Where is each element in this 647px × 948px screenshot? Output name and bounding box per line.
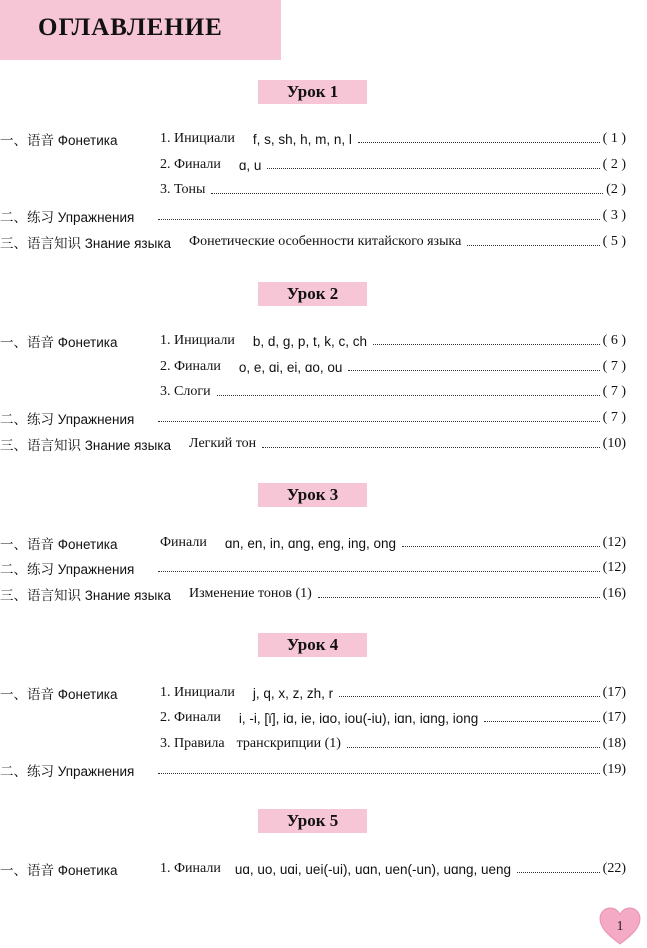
dot-leader	[217, 395, 600, 396]
section-label: 二、练习 Упражнения	[0, 210, 135, 225]
dot-leader	[402, 546, 600, 547]
toc-row[interactable]	[0, 232, 626, 252]
subsection-label: 1. Инициали	[160, 685, 235, 700]
section-label: 二、练习 Упражнения	[0, 412, 135, 427]
section-label: 一、语音 Фонетика	[0, 133, 118, 148]
toc-row[interactable]	[0, 708, 626, 728]
dot-leader	[484, 721, 599, 722]
subsection-label: 3. Слоги	[160, 384, 211, 399]
page-ref: ( 5 )	[602, 234, 626, 249]
section-label: 一、语音 Фонетика	[0, 863, 118, 878]
subsection-label: 2. Финали	[160, 157, 221, 172]
dot-leader	[517, 872, 600, 873]
dot-leader	[211, 193, 603, 194]
entry-detail: ɑn, en, in, ɑng, eng, ing, ong	[224, 535, 397, 551]
lesson-heading-1: Урок 1	[258, 80, 367, 104]
section-label: 一、语音 Фонетика	[0, 687, 118, 702]
toc-row[interactable]	[0, 584, 626, 604]
section-label: 三、语言知识 Знание языка	[0, 588, 172, 603]
page-ref: ( 6 )	[602, 333, 626, 348]
dot-leader	[467, 245, 599, 246]
entry-detail: b, d, g, p, t, k, c, ch	[252, 333, 367, 349]
toc-row[interactable]	[0, 859, 626, 879]
page-ref: (12)	[602, 535, 626, 550]
page-ref: (17)	[602, 685, 626, 700]
section-label: 三、语言知识 Знание языка	[0, 438, 172, 453]
page-title: ОГЛАВЛЕНИЕ	[38, 14, 223, 41]
page-ref: (17)	[602, 710, 626, 725]
section-label: 二、练习 Упражнения	[0, 562, 135, 577]
toc-row[interactable]	[0, 180, 626, 200]
subsection-label: 2. Финали	[160, 359, 221, 374]
toc-row[interactable]	[0, 408, 626, 428]
dot-leader	[373, 344, 600, 345]
toc-row[interactable]	[0, 760, 626, 780]
page-ref: ( 7 )	[602, 384, 626, 399]
toc-row[interactable]	[0, 558, 626, 578]
lesson-heading-3: Урок 3	[258, 483, 367, 507]
page-ref: (12)	[602, 560, 626, 575]
dot-leader	[348, 370, 599, 371]
page-ref: (22)	[602, 861, 626, 876]
section-label: 一、语音 Фонетика	[0, 537, 118, 552]
dot-leader	[158, 219, 599, 220]
toc-row[interactable]	[0, 331, 626, 351]
page-ref: ( 3 )	[602, 208, 626, 223]
page-ref: ( 7 )	[602, 359, 626, 374]
subsection-label: 3. Тоны	[160, 182, 206, 197]
lesson-heading-4: Урок 4	[258, 633, 367, 657]
dot-leader	[358, 142, 600, 143]
section-label: 一、语音 Фонетика	[0, 335, 118, 350]
toc-row[interactable]	[0, 382, 626, 402]
lesson-heading-2: Урок 2	[258, 282, 367, 306]
subsection-label: 3. Правила	[160, 736, 225, 751]
toc-row[interactable]	[0, 683, 626, 703]
page-ref: ( 7 )	[602, 410, 626, 425]
entry-detail: f, s, sh, h, m, n, l	[252, 131, 352, 147]
entry-detail: j, q, x, z, zh, r	[252, 685, 334, 701]
entry-detail: ɑ, u	[238, 157, 262, 173]
entry-detail: uɑ, uo, uɑi, uei(-ui), uɑn, uen(-un), uɑng, ueng	[234, 861, 512, 877]
page-ref: (18)	[602, 736, 626, 751]
subsection-label: Фонетические особенности китайского языка	[189, 234, 462, 249]
dot-leader	[267, 168, 599, 169]
toc-row[interactable]	[0, 734, 626, 754]
dot-leader	[158, 773, 599, 774]
dot-leader	[158, 421, 599, 422]
subsection-label: 1. Финали	[160, 861, 221, 876]
section-label: 三、语言知识 Знание языка	[0, 236, 172, 251]
subsection-label: 1. Инициали	[160, 131, 235, 146]
subsection-label: Финали	[160, 535, 207, 550]
toc-row[interactable]	[0, 129, 626, 149]
page-ref: ( 1 )	[602, 131, 626, 146]
toc-row[interactable]	[0, 357, 626, 377]
toc-row[interactable]	[0, 434, 626, 454]
page-ref: ( 2 )	[602, 157, 626, 172]
section-label: 二、练习 Упражнения	[0, 764, 135, 779]
page-ref: (2 )	[606, 182, 626, 197]
toc-row[interactable]	[0, 533, 626, 553]
subsection-label: 2. Финали	[160, 710, 221, 725]
entry-detail: транскрипции (1)	[236, 736, 341, 751]
page-number: 1	[616, 919, 624, 934]
page-ref: (19)	[602, 762, 626, 777]
toc-row[interactable]	[0, 155, 626, 175]
dot-leader	[339, 696, 599, 697]
subsection-label: 1. Инициали	[160, 333, 235, 348]
page-ref: (16)	[602, 586, 626, 601]
lesson-heading-5: Урок 5	[258, 809, 367, 833]
dot-leader	[262, 447, 600, 448]
subsection-label: Изменение тонов (1)	[189, 586, 312, 601]
dot-leader	[318, 597, 600, 598]
toc-row[interactable]	[0, 206, 626, 226]
page-ref: (10)	[602, 436, 626, 451]
entry-detail: o, e, ɑi, ei, ɑo, ou	[238, 359, 343, 375]
dot-leader	[347, 747, 600, 748]
entry-detail: i, -i, [ï], iɑ, ie, iɑo, iou(-iu), iɑn, iɑng, iong	[238, 710, 479, 726]
heart-icon	[598, 906, 642, 946]
subsection-label: Легкий тон	[189, 436, 257, 451]
dot-leader	[158, 571, 599, 572]
